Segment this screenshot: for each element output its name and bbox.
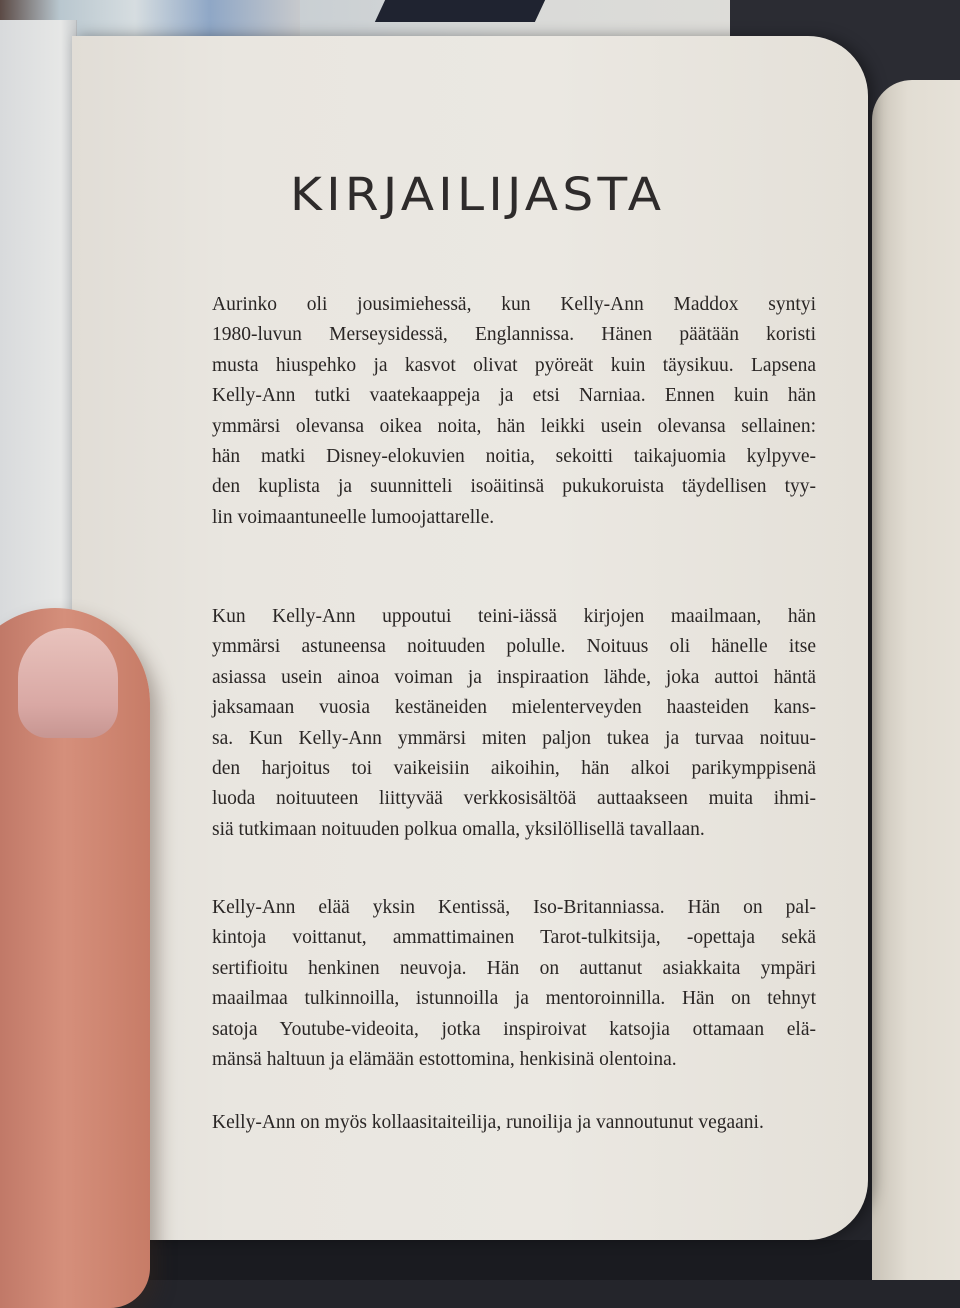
text-line: den harjoitus toi vaikeisiin aikoihin, hän alkoi parikymppisenä (212, 758, 816, 780)
text-line: sa. Kun Kelly-Ann ymmärsi miten paljon tukea ja turvaa noituu- (212, 727, 816, 749)
text-line: den kuplista ja suunnitteli isoäitinsä pukukoruista täydellisen tyy- (212, 476, 816, 498)
right-page-edge (872, 80, 960, 1280)
paragraph-career (212, 893, 816, 1075)
text-line: Kelly-Ann elää yksin Kentissä, Iso-Britanniassa. Hän on pal- (212, 897, 816, 918)
text-line: Aurinko oli jousimiehessä, kun Kelly-Ann Maddox syntyi (212, 294, 816, 315)
text-line: jaksamaan vuosia kestäneiden mielenterveyden haasteiden kans- (212, 697, 816, 719)
text-line: asiassa usein ainoa voiman ja inspiraation lähde, joka auttoi häntä (212, 666, 816, 688)
paragraph-hobbies (212, 1108, 816, 1138)
thumbnail (18, 628, 118, 738)
text-line: Kelly-Ann tutki vaatekaappeja ja etsi Narniaa. Ennen kuin hän (212, 385, 816, 407)
text-line: mänsä haltuun ja elämään estottomina, henkisinä olentoina. (212, 1049, 677, 1071)
text-line: 1980-luvun Merseysidessä, Englannissa. Hänen päätään koristi (212, 324, 816, 346)
text-line: luoda noituuteen liittyvää verkkosisältöä auttaakseen muita ihmi- (212, 788, 816, 810)
text-line: maailmaa tulkinnoilla, istunnoilla ja mentoroinnilla. Hän on tehnyt (212, 988, 816, 1010)
background-fabric-bottom (60, 1240, 960, 1280)
text-line: ymmärsi astuneensa noituuden polulle. Noituus oli hänelle itse (212, 636, 816, 658)
text-line: lin voimaantuneelle lumoojattarelle. (212, 506, 495, 528)
text-line: siä tutkimaan noituuden polkua omalla, yksilöllisellä tavallaan. (212, 818, 705, 840)
paragraph-birth (212, 290, 816, 533)
text-line: musta hiuspehko ja kasvot olivat pyöreät kuin täysikuu. Lapsena (212, 354, 816, 376)
text-line: Kun Kelly-Ann uppoutui teini-iässä kirjojen maailmaan, hän (212, 606, 816, 627)
text-line: Kelly-Ann on myös kollaasitaiteilija, runoilija ja vannoutunut vegaani. (212, 1112, 764, 1133)
thumb (0, 608, 150, 1308)
background-object (375, 0, 545, 22)
text-line: satoja Youtube-videoita, jotka inspiroivat katsojia ottamaan elä- (212, 1018, 816, 1040)
page-title: KIRJAILIJASTA (290, 168, 666, 221)
text-line: hän matki Disney-elokuvien noitia, sekoitti taikajuomia kylpyve- (212, 446, 816, 468)
text-line: sertifioitu henkinen neuvoja. Hän on auttanut asiakkaita ympäri (212, 957, 816, 979)
text-line: kintoja voittanut, ammattimainen Tarot-tulkitsija, -opettaja sekä (212, 927, 816, 949)
paragraph-witchcraft (212, 602, 816, 845)
text-line: ymmärsi olevansa oikea noita, hän leikki usein olevansa sellainen: (212, 415, 816, 437)
